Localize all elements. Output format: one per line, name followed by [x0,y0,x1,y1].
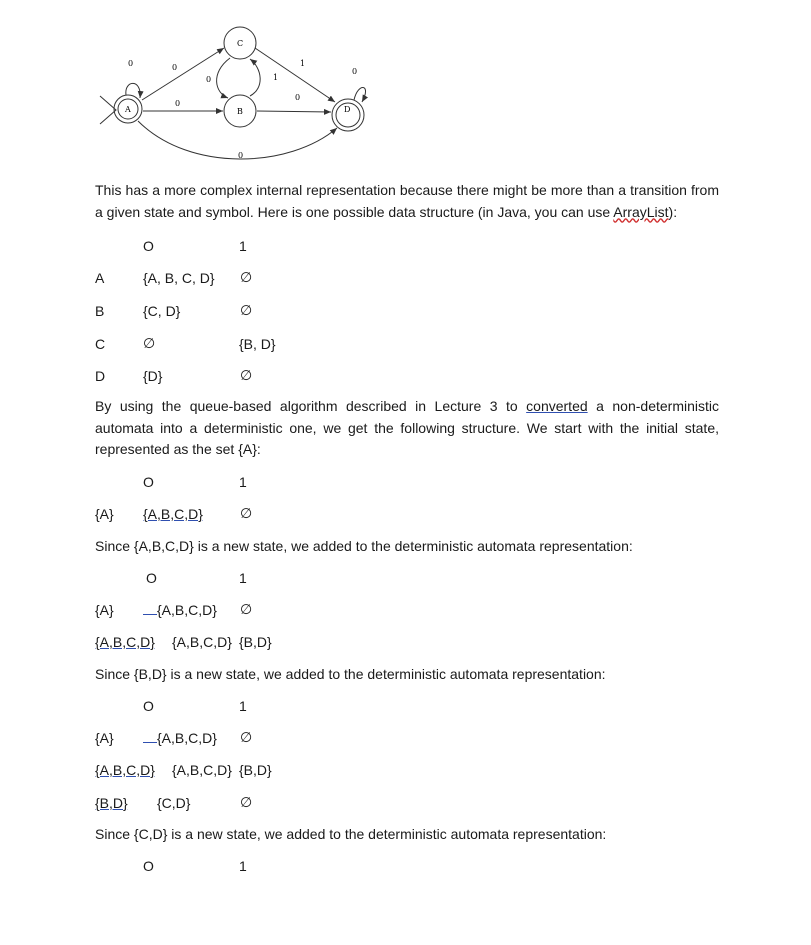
table2-header-o: O [143,474,154,490]
table2-header-1: 1 [239,474,247,490]
table4-state: {B,D} [95,795,128,811]
table3-header-1: 1 [239,570,247,586]
table1-state: B [95,303,105,319]
table3-cell-1: {B,D} [239,634,272,650]
table1-state: D [95,368,106,384]
edge-d-self [354,87,366,102]
table4-cell-o: {A,B,C,D} [172,762,232,778]
state-d [332,99,364,131]
table1-cell-1: ∅ [240,270,253,286]
algorithm-paragraph: By using the queue-based algorithm described in Lecture 3 to converted a non-deterministic automata into a deterministic one, we get the following structure. We start with the initial state, represented as the set {A}: [95,398,719,457]
table1-cell-o: ∅ [143,336,156,352]
table4-header-1: 1 [239,698,247,714]
svg-text:1: 1 [273,73,279,82]
new-state-line-3: Since {C,D} is a new state, we added to the deterministic automata representation: [95,826,607,842]
state-c [224,27,256,59]
svg-text:0: 0 [295,93,301,102]
table3-cell-o: {A,B,C,D} [143,601,217,619]
svg-text:A: A [125,105,131,114]
edge-a-c [142,48,224,100]
edge-b-c [250,59,260,96]
table4-header-o: O [143,698,154,714]
svg-text:B: B [237,107,243,116]
table1-cell-o: {C, D} [143,303,181,319]
table1-state: C [95,336,106,352]
arraylist-text: ArrayList [613,203,669,220]
table5-header-o: O [143,858,154,874]
table2-state: {A} [95,506,114,522]
table4-cell-o: {A,B,C,D} [143,729,217,747]
edge-c-b [217,58,230,98]
svg-text:0: 0 [238,151,244,160]
state-b [224,95,256,127]
converted-text: converted [526,398,588,414]
table3-header-o: O [146,570,157,586]
state-a [114,95,142,123]
table4-state: {A} [95,730,114,746]
svg-text:1: 1 [300,59,306,68]
svg-text:C: C [237,39,244,48]
svg-text:0: 0 [175,99,181,108]
table1-header-1: 1 [239,238,247,254]
table2-cell-o: {A,B,C,D} [143,506,203,522]
new-state-line-1: Since {A,B,C,D} is a new state, we added to the deterministic automata representation: [95,538,633,554]
table4-cell-1: {B,D} [239,762,272,778]
table1-cell-o: {A, B, C, D} [143,270,215,286]
svg-text:D: D [344,105,351,114]
table1-cell-1: {B, D} [239,336,276,352]
new-state-line-2: Since {B,D} is a new state, we added to the deterministic automata representation: [95,666,606,682]
table4-cell-1: ∅ [240,795,253,811]
svg-text:0: 0 [206,75,212,84]
table1-state: A [95,270,105,286]
table5-header-1: 1 [239,858,247,874]
table3-state: {A} [95,602,114,618]
table1-cell-o: {D} [143,368,163,384]
table2-cell-1: ∅ [240,506,253,522]
svg-text:0: 0 [128,59,134,68]
table1-cell-1: ∅ [240,303,253,319]
table4-state: {A,B,C,D} [95,762,155,778]
svg-text:0: 0 [172,63,178,72]
table3-state: {A,B,C,D} [95,634,155,650]
intro-paragraph: This has a more complex internal representation because there might be more than a transition from a given state and symbol. Here is one possible data structure (in Java, you can use ArrayList): [95,182,719,220]
edge-b-d [257,111,331,112]
table1-header-o: O [143,238,154,254]
table3-cell-o: {A,B,C,D} [172,634,232,650]
nfa-diagram [90,18,390,168]
table1-cell-1: ∅ [240,368,253,384]
svg-text:0: 0 [352,67,358,76]
table4-cell-1: ∅ [240,730,253,746]
table3-cell-1: ∅ [240,602,253,618]
table4-cell-o: {C,D} [157,795,191,811]
